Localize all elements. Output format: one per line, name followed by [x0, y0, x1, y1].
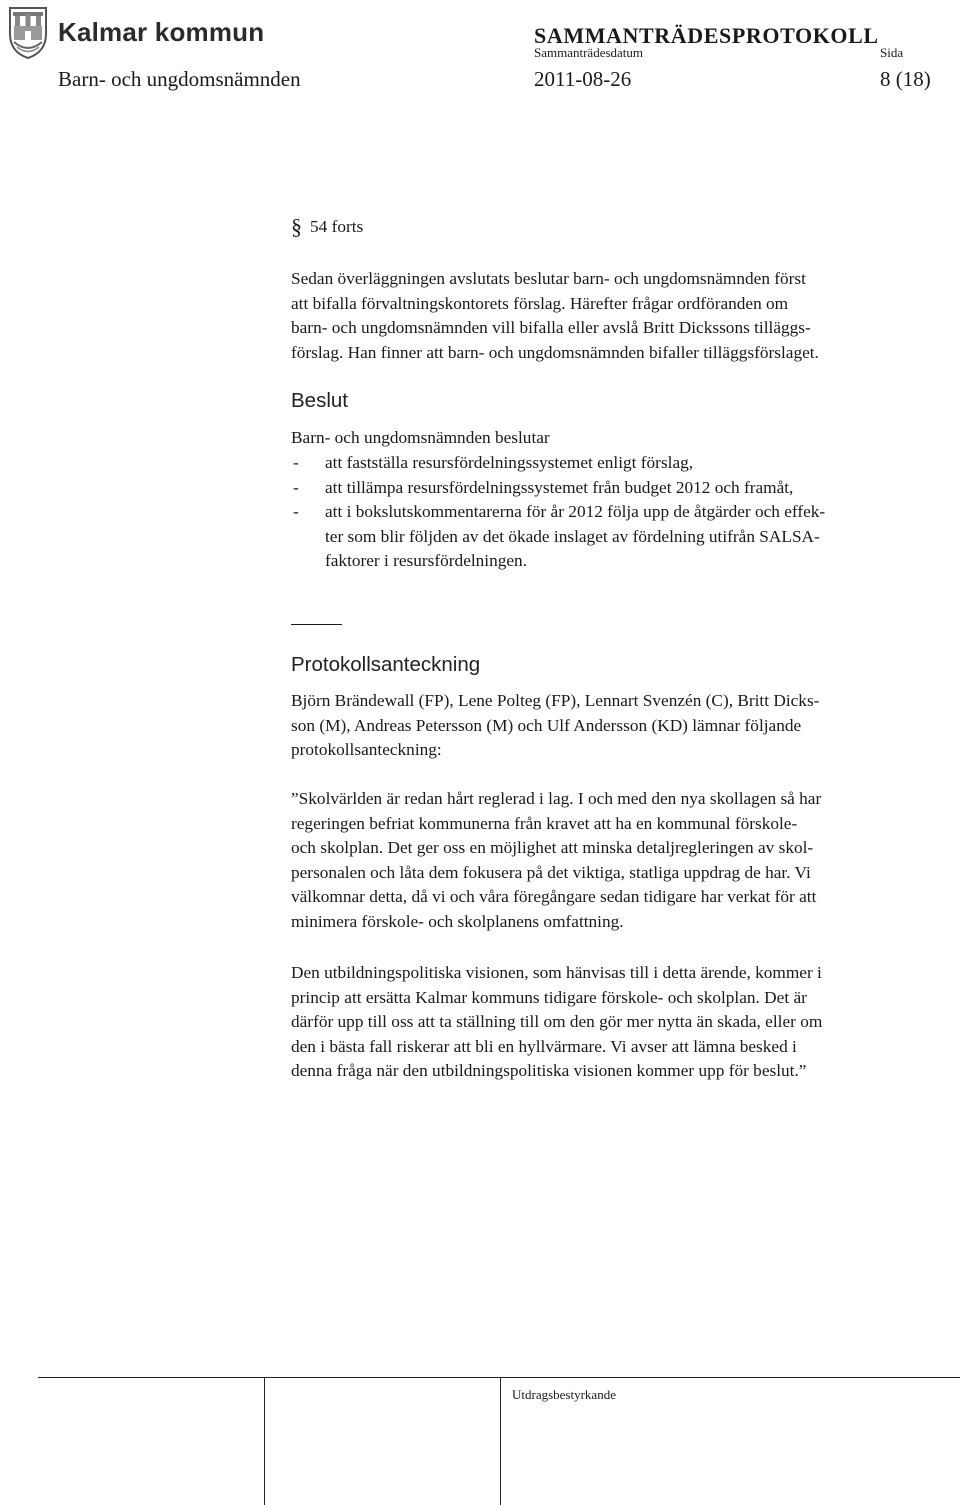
list-dash: - [293, 477, 299, 497]
text-line: att bifalla förvaltningskontorets förslag. Härefter frågar ordföranden om [291, 293, 789, 313]
text-line: barn- och ungdomsnämnden vill bifalla eller avslå Britt Dickssons tilläggs- [291, 318, 811, 337]
paragraph-sign-icon: § [291, 214, 302, 239]
anteckning-intro [291, 689, 819, 763]
text-line: Den utbildningspolitiska visionen, som hänvisas till i detta ärende, kommer i [291, 963, 822, 982]
footer-certification-label: Utdragsbestyrkande [512, 1387, 616, 1402]
text-line: princip att ersätta Kalmar kommuns tidigare förskole- och skolplan. Det är [291, 987, 807, 1007]
text-line: Sedan överläggningen avslutats beslutar barn- och ungdomsnämnden först [291, 269, 806, 288]
text-line: denna fråga när den utbildningspolitiska visionen kommer upp för beslut.” [291, 1061, 807, 1080]
text-line: därför upp till oss att ta ställning till om den gör mer nytta än skada, eller om [291, 1012, 823, 1031]
text-line: faktorer i resursfördelningen. [325, 551, 528, 570]
text-line: den i bästa fall riskerar att bli en hyllvärmare. Vi avser att lämna besked i [291, 1036, 797, 1056]
quote-paragraph-1 [291, 787, 821, 934]
text-line: protokollsanteckning: [291, 740, 442, 759]
intro-paragraph [291, 267, 819, 365]
section-divider [291, 624, 342, 625]
text-line: regeringen befriat kommunerna från kravet att ha en kommunal förskole- [291, 813, 798, 833]
page-label: Sida [880, 45, 904, 60]
list-dash: - [293, 453, 299, 472]
document-type: SAMMANTRÄDESPROTOKOLL [534, 23, 879, 48]
committee-name: Barn- och ungdomsnämnden [58, 67, 301, 91]
text-line: minimera förskole- och skolplanens omfattning. [291, 911, 624, 931]
text-line: Björn Brändewall (FP), Lene Polteg (FP), Lennart Svenzén (C), Britt Dicks- [291, 691, 820, 710]
protokollsanteckning-heading: Protokollsanteckning [291, 653, 481, 676]
text-line: välkomnar detta, då vi och våra föregångare sedan tidigare har verkat för att [291, 887, 817, 906]
section-reference [291, 215, 363, 240]
text-line: ”Skolvärlden är redan hårt reglerad i lag. I och med den nya skollagen så har [291, 789, 822, 808]
footer-cell-divider [264, 1377, 265, 1505]
text-line: att tillämpa resursfördelningssystemet från budget 2012 och framåt, [325, 477, 794, 497]
brand-name: Kalmar kommun [58, 17, 265, 47]
section-reference-text: 54 forts [310, 217, 364, 236]
footer-rule [38, 1377, 960, 1378]
kalmar-crest-logo [6, 4, 50, 60]
text-line: personalen och låta dem fokusera på det viktiga, statliga uppdrag de har. Vi [291, 862, 811, 882]
text-line: att i bokslutskommentarerna för år 2012 följa upp de åtgärder och effek- [325, 502, 826, 521]
text-line: son (M), Andreas Petersson (M) och Ulf Andersson (KD) lämnar följande [291, 715, 802, 735]
list-item [291, 451, 825, 476]
list-item [291, 476, 825, 501]
list-dash: - [293, 502, 299, 521]
text-line: att fastställa resursfördelningssystemet enligt förslag, [325, 453, 694, 472]
page-number: 8 (18) [880, 67, 931, 91]
meeting-date: 2011-08-26 [534, 67, 632, 91]
text-line: ter som blir följden av det ökade inslaget av fördelning utifrån SALSA- [325, 526, 820, 546]
list-item [291, 500, 825, 574]
meeting-date-label: Sammanträdesdatum [534, 45, 644, 60]
beslut-heading: Beslut [291, 389, 348, 412]
footer-cell-divider [500, 1377, 501, 1505]
beslut-list [291, 451, 825, 574]
beslut-lead: Barn- och ungdomsnämnden beslutar [291, 428, 550, 447]
text-line: och skolplan. Det ger oss en möjlighet att minska detaljregleringen av skol- [291, 838, 814, 857]
text-line: förslag. Han finner att barn- och ungdomsnämnden bifaller tilläggsförslaget. [291, 342, 819, 362]
quote-paragraph-2 [291, 961, 822, 1084]
